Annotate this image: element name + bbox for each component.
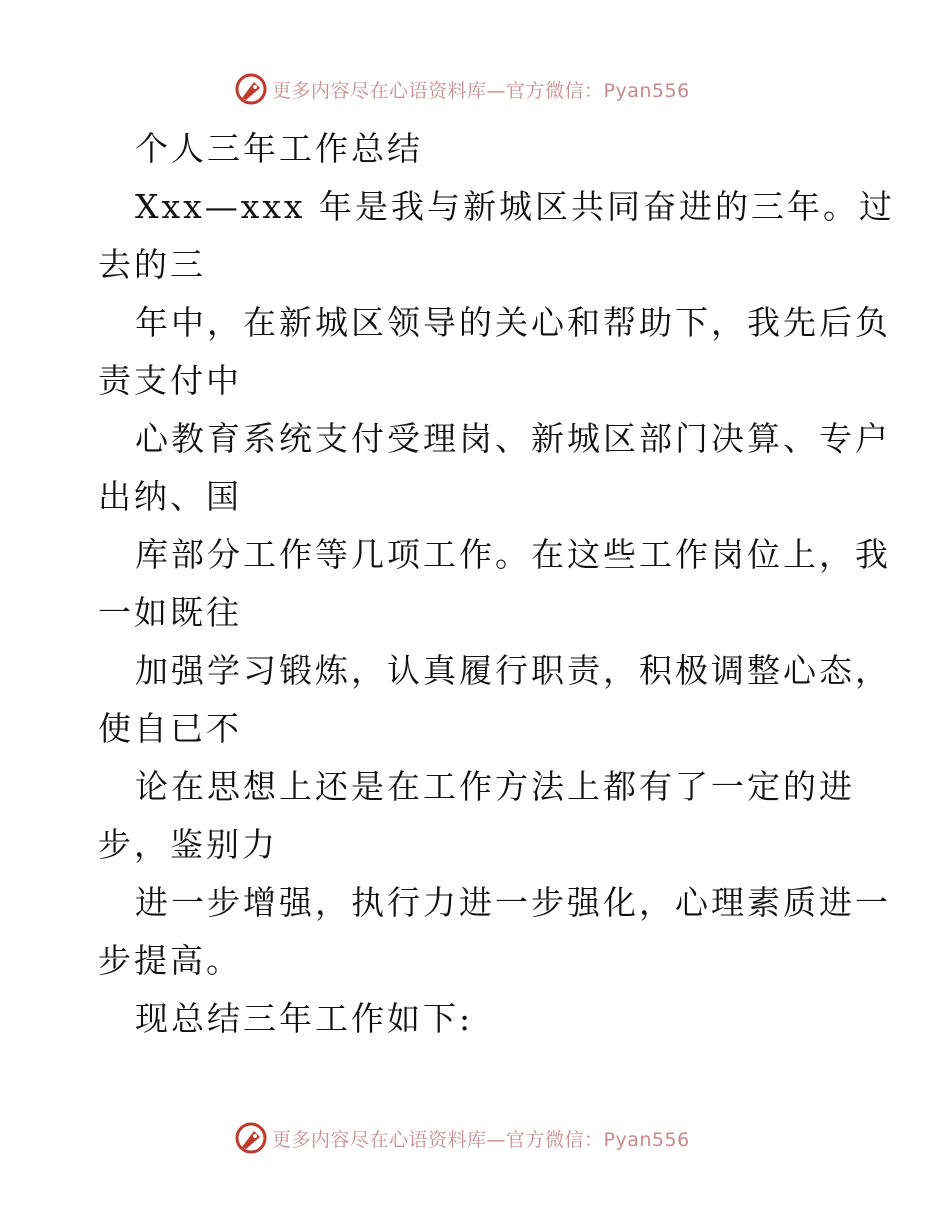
paragraph-line: 责支付中 — [98, 361, 242, 400]
paragraph-line: 使自已不 — [98, 709, 242, 748]
pen-nib-logo-icon — [234, 72, 268, 106]
document-title: 个人三年工作总结 — [135, 129, 423, 168]
watermark-header — [234, 72, 690, 106]
document-body — [98, 120, 896, 1048]
paragraph-line: 加强学习锻炼，认真履行职责，积极调整心态， — [135, 651, 891, 690]
paragraph-line: 步，鉴别力 — [98, 825, 278, 864]
paragraph-line: Xxx—xxx 年是我与新城区共同奋进的三年。过 — [135, 187, 896, 226]
paragraph-line: 去的三 — [98, 245, 206, 284]
paragraph-line: 心教育系统支付受理岗、新城区部门决算、专户 — [135, 419, 891, 458]
paragraph-line: 步提高。 — [98, 941, 242, 980]
watermark-footer — [234, 1121, 690, 1155]
paragraph-line: 论在思想上还是在工作方法上都有了一定的进 — [135, 767, 855, 806]
paragraph-line: 库部分工作等几项工作。在这些工作岗位上，我 — [135, 535, 891, 574]
paragraph-line: 出纳、国 — [98, 477, 242, 516]
paragraph-line: 现总结三年工作如下: — [135, 999, 474, 1038]
watermark-text: 更多内容尽在心语资料库—官方微信：Pyan556 — [272, 79, 690, 102]
paragraph-line: 一如既往 — [98, 593, 242, 632]
pen-nib-logo-icon — [234, 1121, 268, 1155]
paragraph-line: 年中，在新城区领导的关心和帮助下，我先后负 — [135, 303, 891, 342]
watermark-text: 更多内容尽在心语资料库—官方微信：Pyan556 — [272, 1128, 690, 1151]
paragraph-line: 进一步增强，执行力进一步强化，心理素质进一 — [135, 883, 891, 922]
